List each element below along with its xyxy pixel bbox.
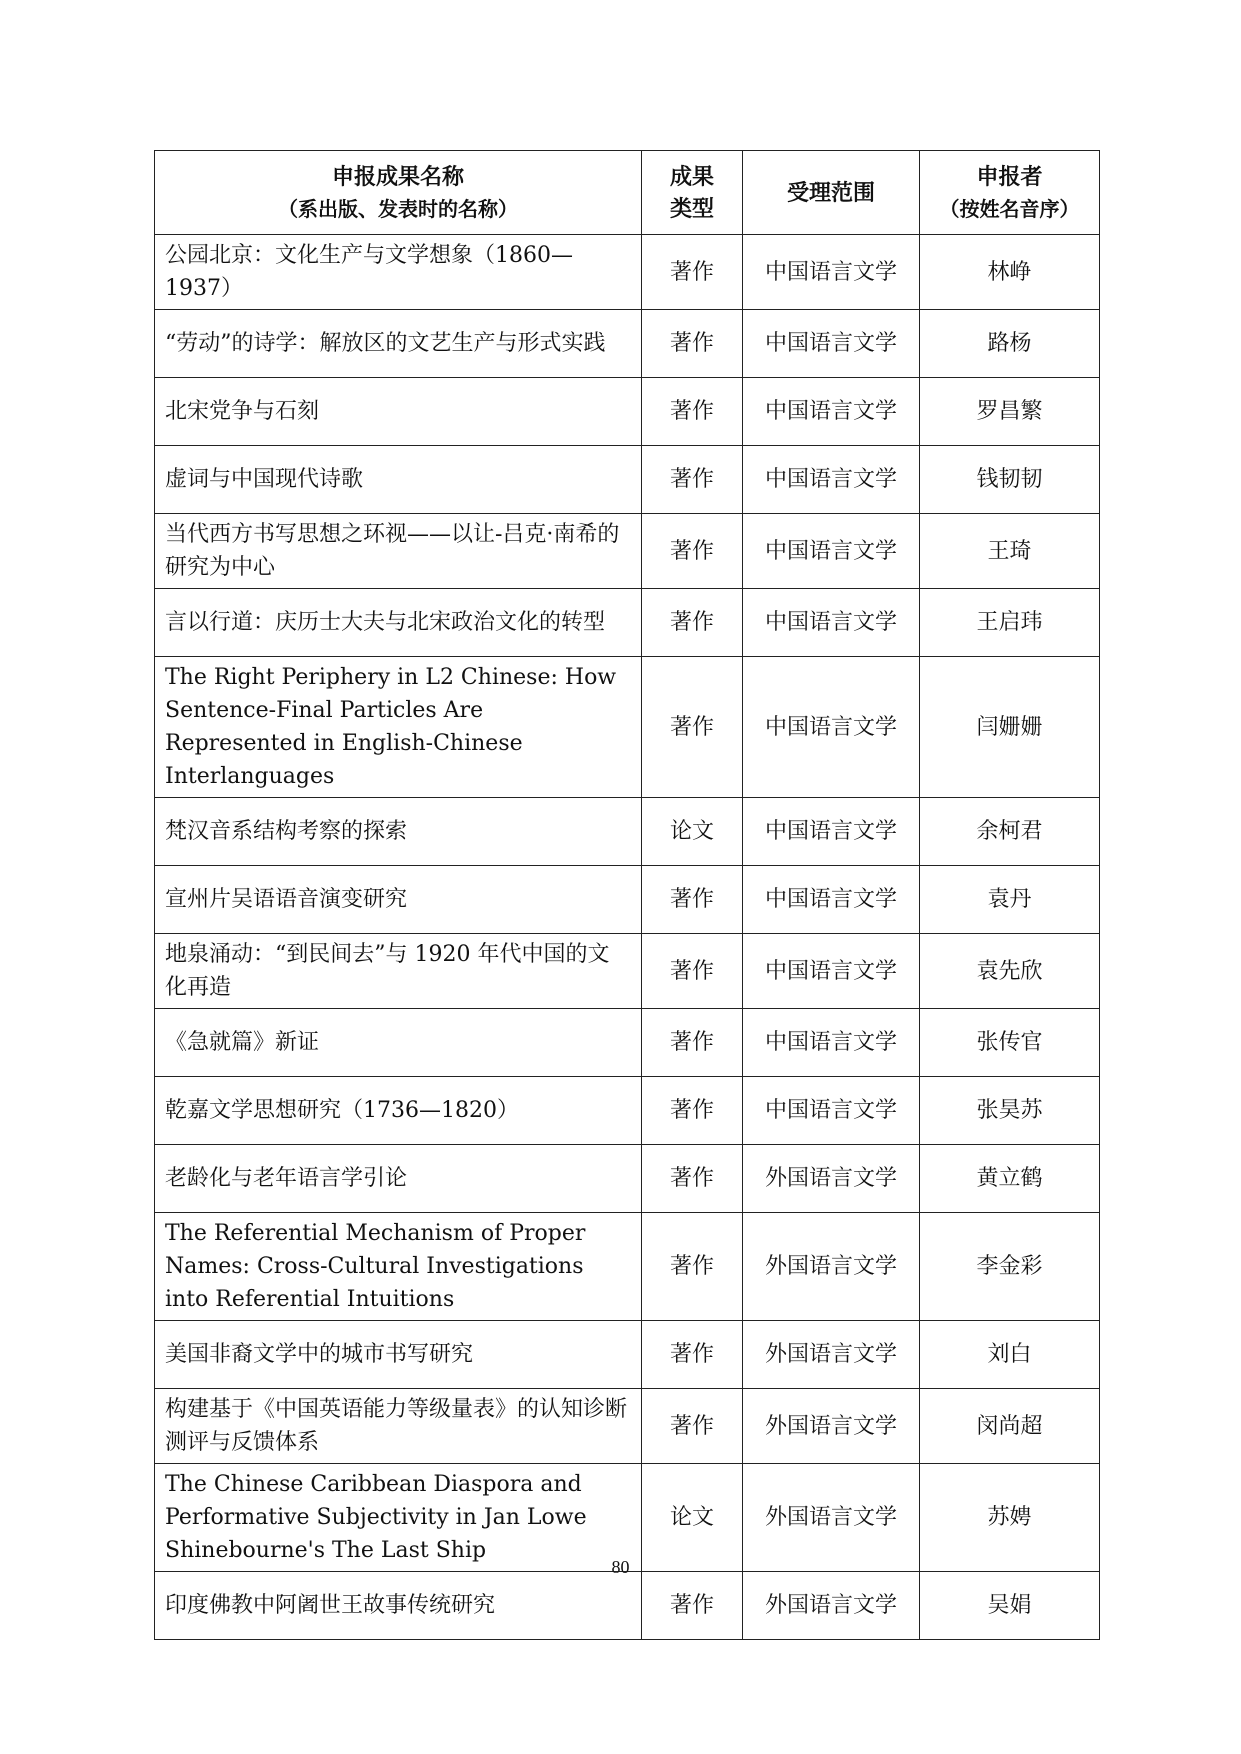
table-row bbox=[155, 235, 1100, 310]
table-row bbox=[155, 657, 1100, 798]
type-cell: 著作 bbox=[642, 866, 743, 934]
type-cell: 著作 bbox=[642, 1213, 743, 1321]
page-number: 80 bbox=[611, 1557, 630, 1577]
author-cell: 袁丹 bbox=[920, 866, 1100, 934]
scope-cell: 中国语言文学 bbox=[743, 446, 920, 514]
header-title: 申报成果名称 （系出版、发表时的名称） bbox=[155, 151, 642, 235]
type-cell: 著作 bbox=[642, 589, 743, 657]
title-cell: 地泉涌动：“到民间去”与 1920 年代中国的文化再造 bbox=[155, 934, 642, 1009]
table-row bbox=[155, 514, 1100, 589]
title-cell: “劳动”的诗学：解放区的文艺生产与形式实践 bbox=[155, 310, 642, 378]
scope-cell: 中国语言文学 bbox=[743, 934, 920, 1009]
title-cell: 《急就篇》新证 bbox=[155, 1009, 642, 1077]
header-row bbox=[155, 151, 1100, 235]
table-row bbox=[155, 1009, 1100, 1077]
title-cell: The Referential Mechanism of Proper Names: Cross-Cultural Investigations into Referential Intuitions bbox=[155, 1213, 642, 1321]
author-cell: 李金彩 bbox=[920, 1213, 1100, 1321]
title-cell: 乾嘉文学思想研究（1736—1820） bbox=[155, 1077, 642, 1145]
title-cell: 宣州片吴语语音演变研究 bbox=[155, 866, 642, 934]
author-cell: 闫姗姗 bbox=[920, 657, 1100, 798]
type-cell: 著作 bbox=[642, 934, 743, 1009]
author-cell: 王启玮 bbox=[920, 589, 1100, 657]
type-cell: 著作 bbox=[642, 378, 743, 446]
table-row bbox=[155, 446, 1100, 514]
type-cell: 著作 bbox=[642, 310, 743, 378]
type-cell: 著作 bbox=[642, 1009, 743, 1077]
author-cell: 罗昌繁 bbox=[920, 378, 1100, 446]
title-cell: 公园北京：文化生产与文学想象（1860—1937） bbox=[155, 235, 642, 310]
type-cell: 论文 bbox=[642, 1464, 743, 1572]
type-cell: 著作 bbox=[642, 1145, 743, 1213]
table-row bbox=[155, 798, 1100, 866]
scope-cell: 外国语言文学 bbox=[743, 1464, 920, 1572]
type-cell: 著作 bbox=[642, 446, 743, 514]
scope-cell: 外国语言文学 bbox=[743, 1321, 920, 1389]
author-cell: 余柯君 bbox=[920, 798, 1100, 866]
title-cell: The Chinese Caribbean Diaspora and Performative Subjectivity in Jan Lowe Shinebourne's The Last Ship bbox=[155, 1464, 642, 1572]
table-row bbox=[155, 1145, 1100, 1213]
type-cell: 著作 bbox=[642, 657, 743, 798]
type-cell: 著作 bbox=[642, 1321, 743, 1389]
scope-cell: 中国语言文学 bbox=[743, 378, 920, 446]
title-cell: 美国非裔文学中的城市书写研究 bbox=[155, 1321, 642, 1389]
author-cell: 刘白 bbox=[920, 1321, 1100, 1389]
table-row bbox=[155, 1077, 1100, 1145]
title-cell: The Right Periphery in L2 Chinese: How Sentence-Final Particles Are Represented in English-Chinese Interlanguages bbox=[155, 657, 642, 798]
type-cell: 著作 bbox=[642, 1077, 743, 1145]
title-cell: 言以行道：庆历士大夫与北宋政治文化的转型 bbox=[155, 589, 642, 657]
author-cell: 苏娉 bbox=[920, 1464, 1100, 1572]
type-cell: 著作 bbox=[642, 235, 743, 310]
scope-cell: 中国语言文学 bbox=[743, 1009, 920, 1077]
scope-cell: 中国语言文学 bbox=[743, 1077, 920, 1145]
scope-cell: 中国语言文学 bbox=[743, 514, 920, 589]
scope-cell: 外国语言文学 bbox=[743, 1389, 920, 1464]
table-row bbox=[155, 1572, 1100, 1640]
scope-cell: 中国语言文学 bbox=[743, 310, 920, 378]
title-cell: 老龄化与老年语言学引论 bbox=[155, 1145, 642, 1213]
title-cell: 构建基于《中国英语能力等级量表》的认知诊断测评与反馈体系 bbox=[155, 1389, 642, 1464]
title-cell: 北宋党争与石刻 bbox=[155, 378, 642, 446]
author-cell: 林峥 bbox=[920, 235, 1100, 310]
title-cell: 印度佛教中阿阇世王故事传统研究 bbox=[155, 1572, 642, 1640]
table-row bbox=[155, 589, 1100, 657]
author-cell: 黄立鹤 bbox=[920, 1145, 1100, 1213]
author-cell: 张昊苏 bbox=[920, 1077, 1100, 1145]
table-row bbox=[155, 378, 1100, 446]
author-cell: 闵尚超 bbox=[920, 1389, 1100, 1464]
type-cell: 著作 bbox=[642, 1389, 743, 1464]
header-scope: 受理范围 bbox=[743, 151, 920, 235]
author-cell: 袁先欣 bbox=[920, 934, 1100, 1009]
scope-cell: 外国语言文学 bbox=[743, 1213, 920, 1321]
table-row bbox=[155, 934, 1100, 1009]
table-row bbox=[155, 1389, 1100, 1464]
scope-cell: 外国语言文学 bbox=[743, 1145, 920, 1213]
author-cell: 路杨 bbox=[920, 310, 1100, 378]
scope-cell: 中国语言文学 bbox=[743, 866, 920, 934]
title-cell: 梵汉音系结构考察的探索 bbox=[155, 798, 642, 866]
table-row bbox=[155, 310, 1100, 378]
title-cell: 虚词与中国现代诗歌 bbox=[155, 446, 642, 514]
type-cell: 著作 bbox=[642, 514, 743, 589]
table-row bbox=[155, 1321, 1100, 1389]
table-row bbox=[155, 1213, 1100, 1321]
title-cell: 当代西方书写思想之环视——以让-吕克·南希的研究为中心 bbox=[155, 514, 642, 589]
scope-cell: 中国语言文学 bbox=[743, 798, 920, 866]
type-cell: 论文 bbox=[642, 798, 743, 866]
header-type: 成果 类型 bbox=[642, 151, 743, 235]
type-cell: 著作 bbox=[642, 1572, 743, 1640]
author-cell: 吴娟 bbox=[920, 1572, 1100, 1640]
scope-cell: 中国语言文学 bbox=[743, 589, 920, 657]
author-cell: 钱韧韧 bbox=[920, 446, 1100, 514]
table-row bbox=[155, 866, 1100, 934]
header-author: 申报者 （按姓名音序） bbox=[920, 151, 1100, 235]
scope-cell: 中国语言文学 bbox=[743, 235, 920, 310]
author-cell: 张传官 bbox=[920, 1009, 1100, 1077]
awards-table bbox=[154, 150, 1100, 1640]
scope-cell: 中国语言文学 bbox=[743, 657, 920, 798]
author-cell: 王琦 bbox=[920, 514, 1100, 589]
table-row bbox=[155, 1464, 1100, 1572]
scope-cell: 外国语言文学 bbox=[743, 1572, 920, 1640]
